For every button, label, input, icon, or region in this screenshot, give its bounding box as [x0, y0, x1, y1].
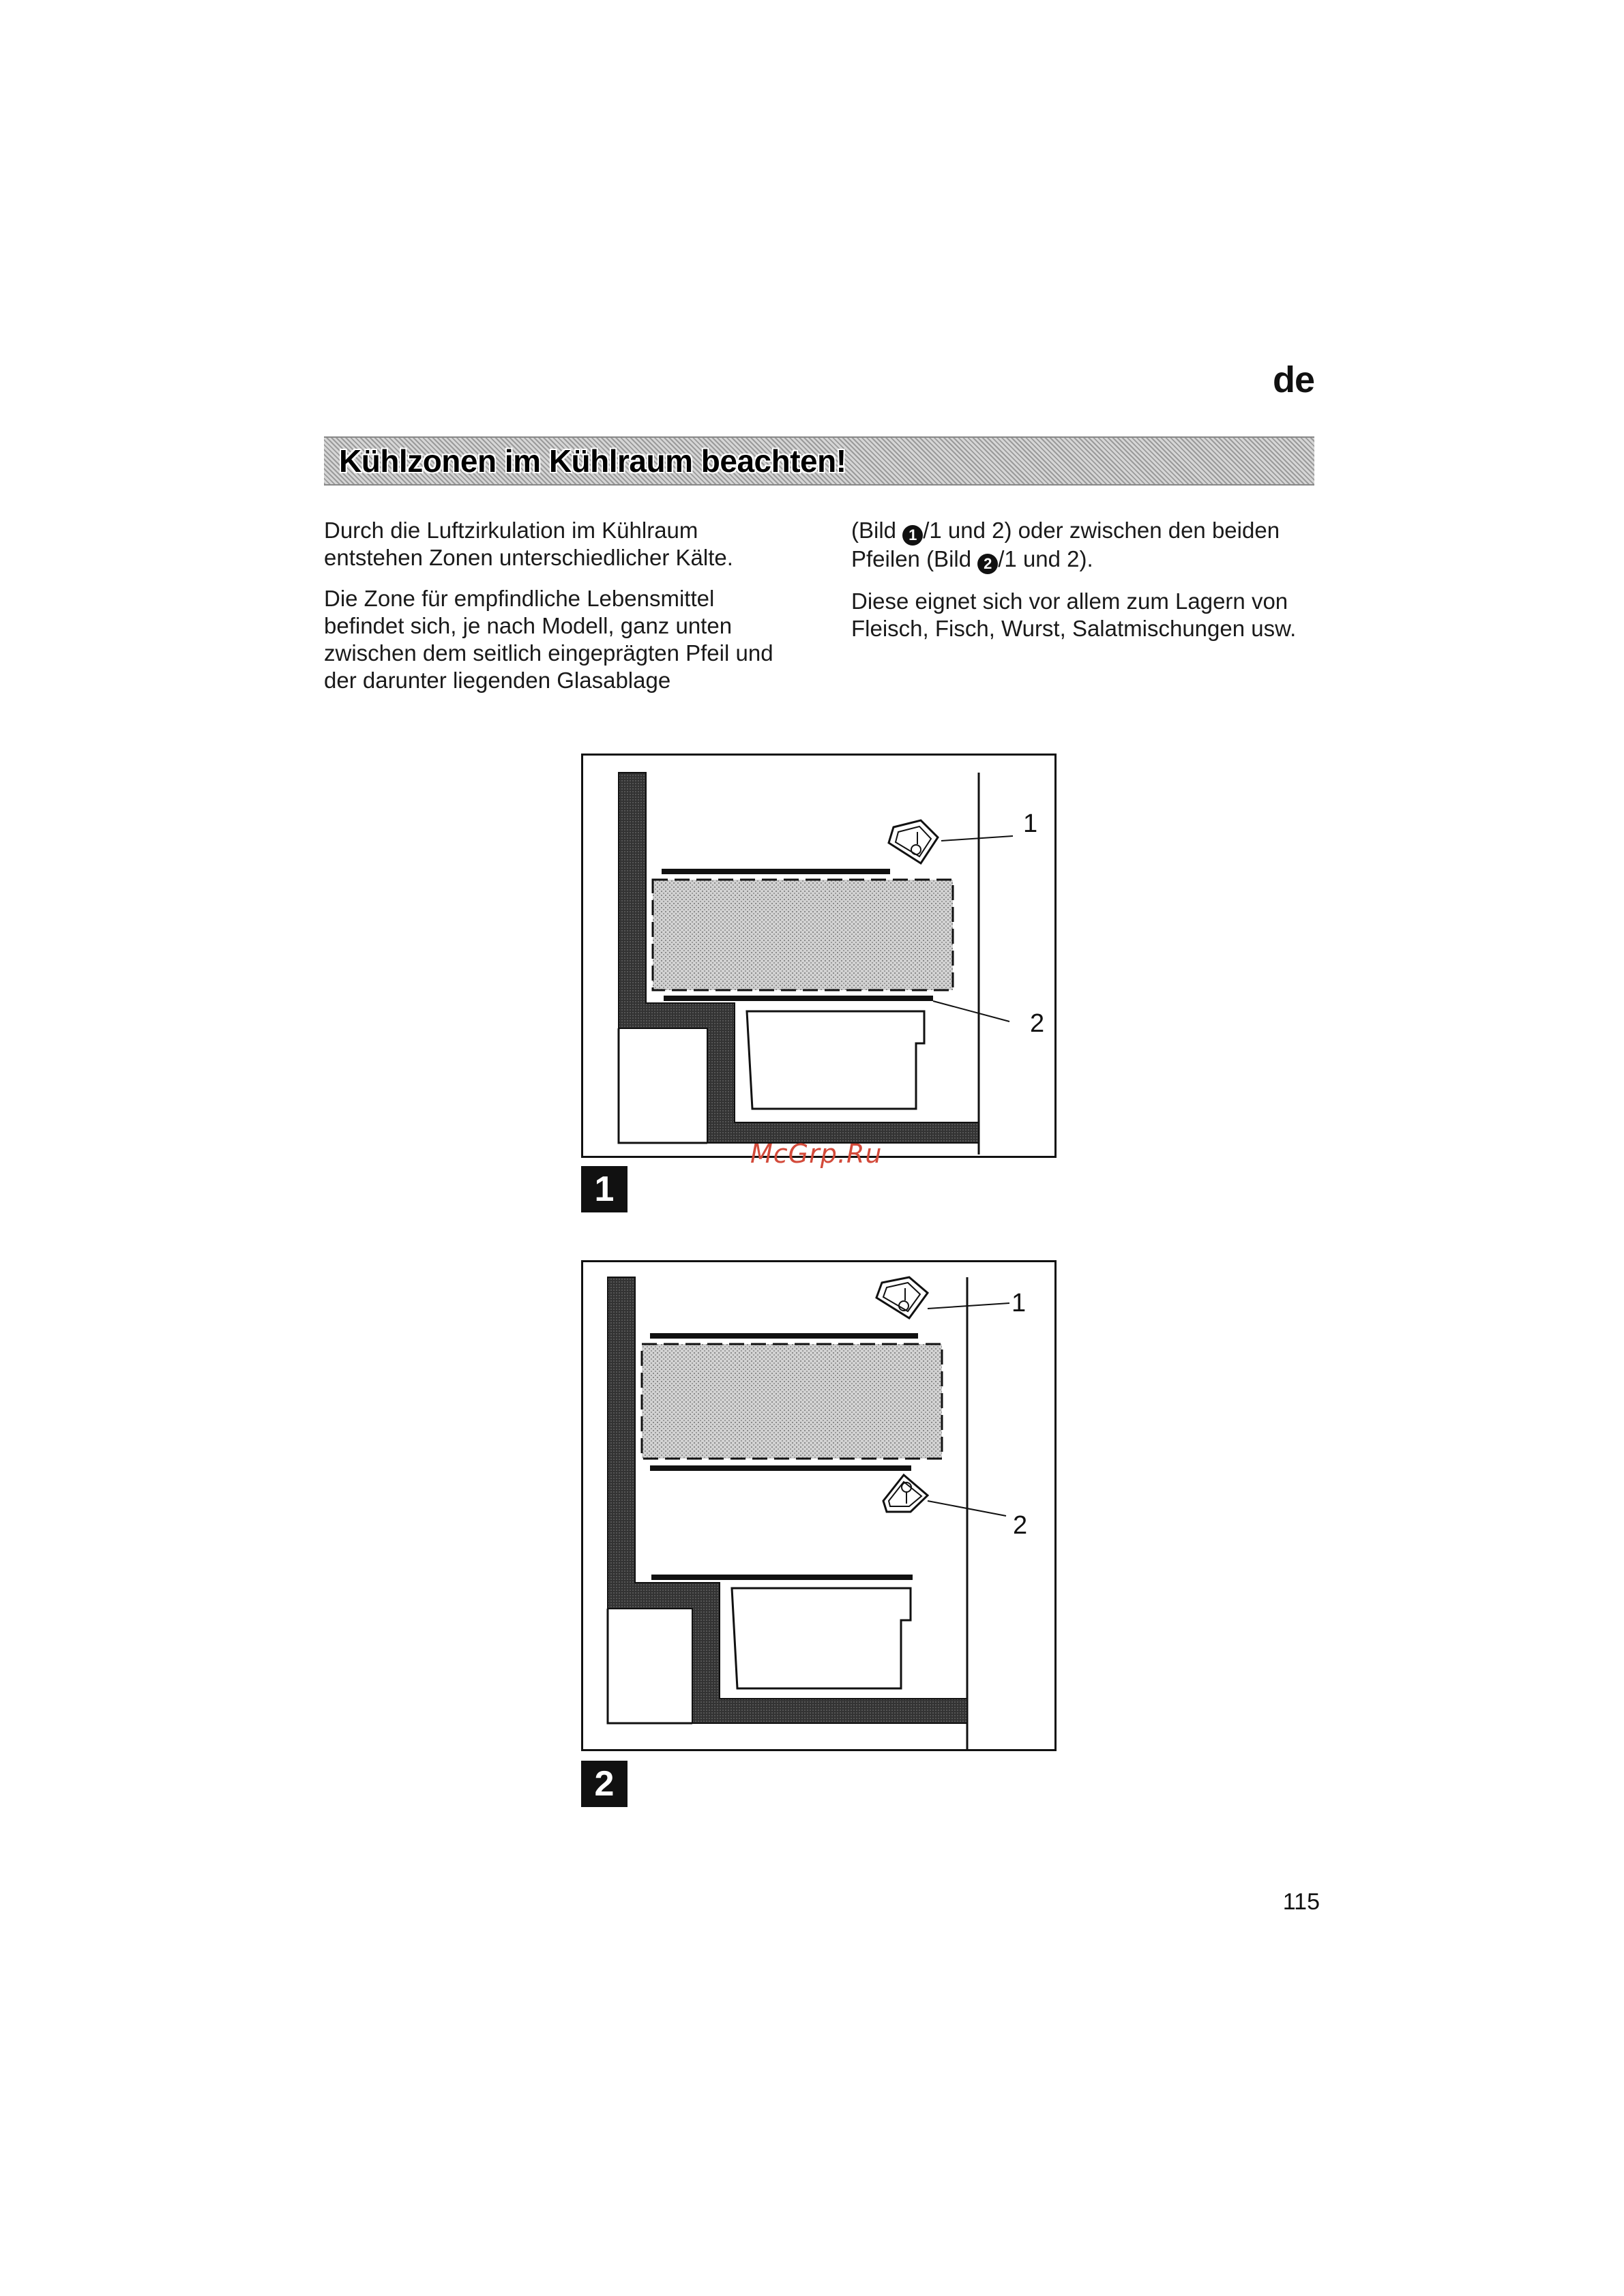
paragraph-intro: Durch die Luftzirkulation im Kühlraum entstehen Zonen unterschiedlicher Kälte.: [324, 518, 733, 570]
paragraph-figure-ref: (Bild 1 /1 und 2) oder zwischen den beiden Pfeilen (Bild 2 /1 und 2).: [851, 517, 1329, 574]
language-code: de: [1272, 359, 1314, 400]
section-title: Kühlzonen im Kühlraum beachten!: [339, 443, 846, 479]
cold-zone-area: [642, 1344, 942, 1459]
text-column-right: [851, 517, 1329, 656]
glass-shelf-middle: [650, 1465, 911, 1471]
arrow-marker-icon: [889, 820, 938, 863]
page-number: 115: [1282, 1889, 1320, 1915]
figure-2-label-1: 1: [1012, 1289, 1027, 1317]
section-title-bar: [324, 436, 1314, 486]
watermark: McGrp.Ru: [750, 1139, 883, 1169]
paragraph-zone: Die Zone für empfindliche Lebensmittel befindet sich, je nach Modell, ganz unten zwischen dem seitlich eingeprägten Pfeil und der darunter liegenden Glasablage: [324, 586, 773, 693]
figure-2-diagram: [581, 1260, 1057, 1751]
figure-ref-1-icon: 1: [902, 525, 923, 546]
glass-shelf-bottom: [651, 1575, 913, 1580]
figure-1-diagram: [581, 754, 1057, 1158]
arrow-marker-upper-icon: [876, 1277, 928, 1318]
glass-shelf-lower: [664, 996, 933, 1001]
glass-shelf-top: [650, 1333, 918, 1339]
figure-2-number: 2: [581, 1761, 628, 1807]
figure-1-label-2: 2: [1030, 1009, 1045, 1038]
vegetable-drawer: [747, 1011, 924, 1109]
text-column-left: [324, 517, 774, 708]
cold-zone-area: [653, 880, 953, 990]
arrow-marker-lower-icon: [883, 1475, 928, 1512]
vegetable-drawer: [732, 1588, 911, 1688]
figure-ref-2-icon: 2: [977, 554, 998, 574]
glass-shelf-upper: [662, 869, 890, 874]
figure-1-label-1: 1: [1023, 809, 1038, 838]
figure-1-number: 1: [581, 1166, 628, 1212]
paragraph-usage: Diese eignet sich vor allem zum Lagern von Fleisch, Fisch, Wurst, Salatmischungen usw.: [851, 588, 1297, 641]
figure-2-label-2: 2: [1013, 1511, 1028, 1540]
